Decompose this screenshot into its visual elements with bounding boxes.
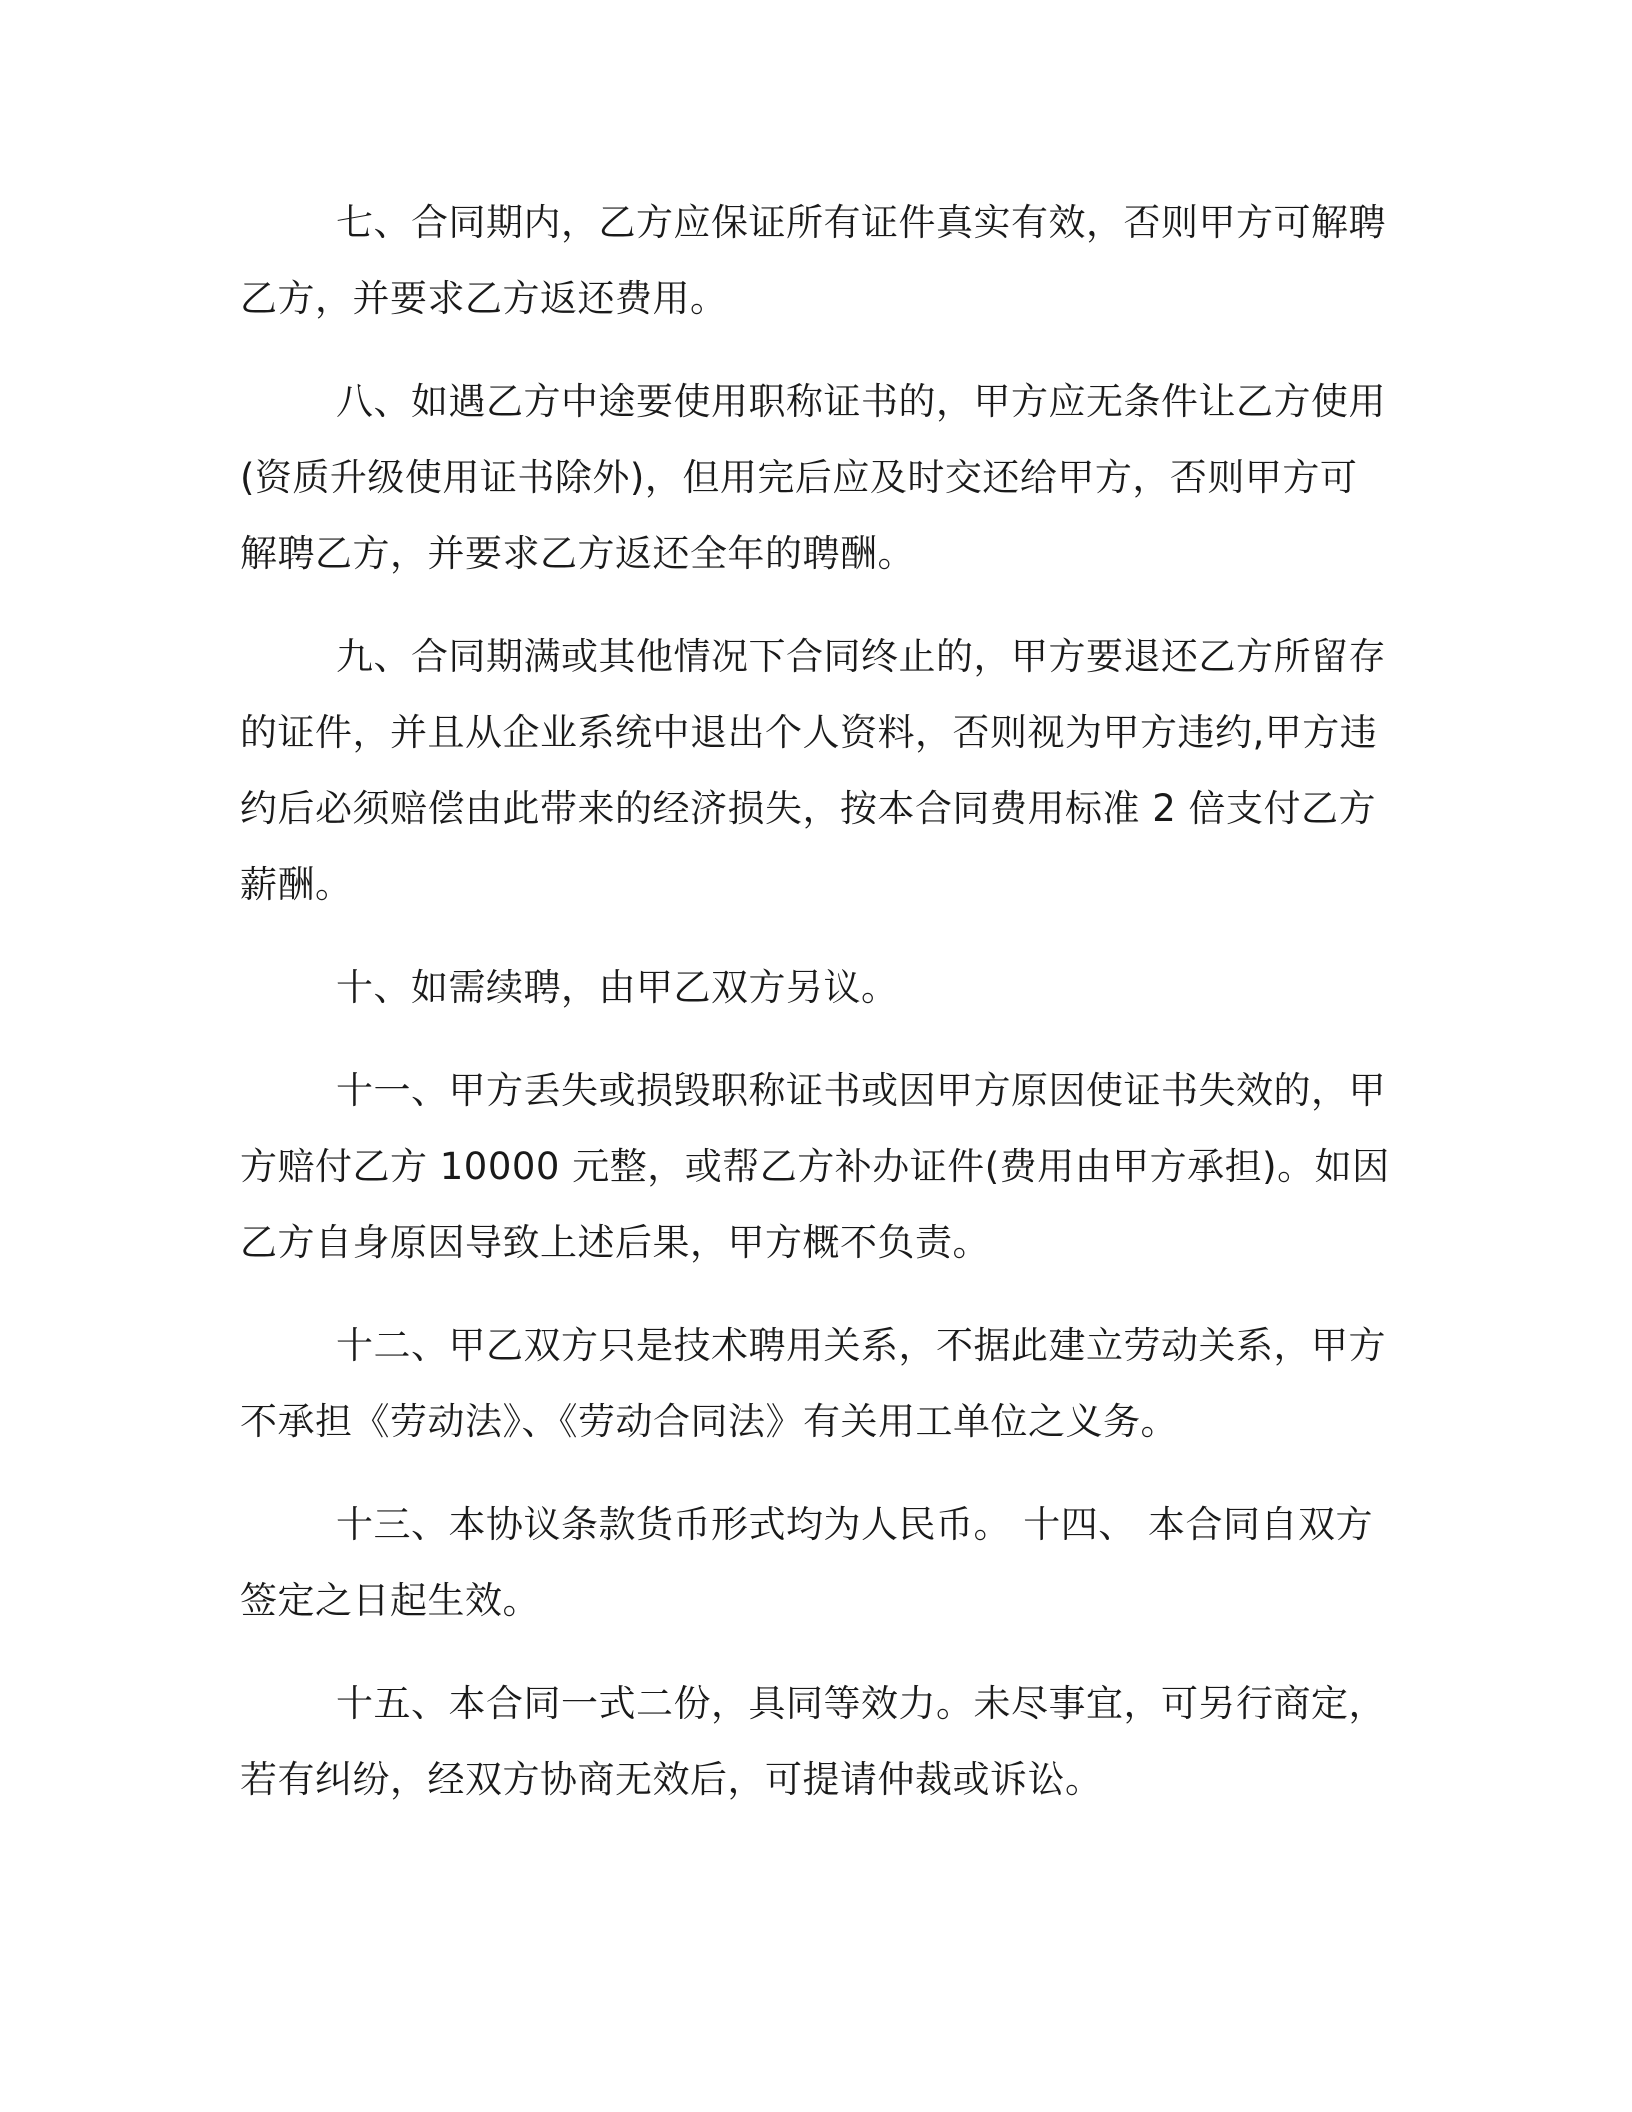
clause-9: 九、合同期满或其他情况下合同终止的，甲方要退还乙方所留存的证件，并且从企业系统中退出个人资料，否则视为甲方违约,甲方违约后必须赔偿由此带来的经济损失，按本合同费用标准 2 倍支付乙方薪酬。: [240, 635, 1386, 906]
clause-15: 十五、本合同一式二份，具同等效力。未尽事宜，可另行商定，若有纠纷，经双方协商无效后，可提请仲裁或诉讼。: [240, 1682, 1386, 1801]
clause-13-14: 十三、本协议条款货币形式均为人民币。 十四、 本合同自双方签定之日起生效。: [240, 1503, 1374, 1622]
clause-12: 十二、甲乙双方只是技术聘用关系，不据此建立劳动关系，甲方不承担《劳动法》、《劳动合同法》有关用工单位之义务。: [240, 1324, 1386, 1443]
clause-8: 八、如遇乙方中途要使用职称证书的，甲方应无条件让乙方使用(资质升级使用证书除外)，但用完后应及时交还给甲方，否则甲方可解聘乙方，并要求乙方返还全年的聘酬。: [240, 380, 1386, 575]
clause-11: 十一、甲方丢失或损毁职称证书或因甲方原因使证书失效的，甲方赔付乙方 10000 元整，或帮乙方补办证件(费用由甲方承担)。如因乙方自身原因导致上述后果，甲方概不负责。: [240, 1069, 1390, 1264]
document-page: [240, 185, 1390, 1845]
clause-10: 十、如需续聘，由甲乙双方另议。: [336, 966, 899, 1009]
clause-7: 七、合同期内，乙方应保证所有证件真实有效，否则甲方可解聘乙方，并要求乙方返还费用。: [240, 201, 1386, 320]
